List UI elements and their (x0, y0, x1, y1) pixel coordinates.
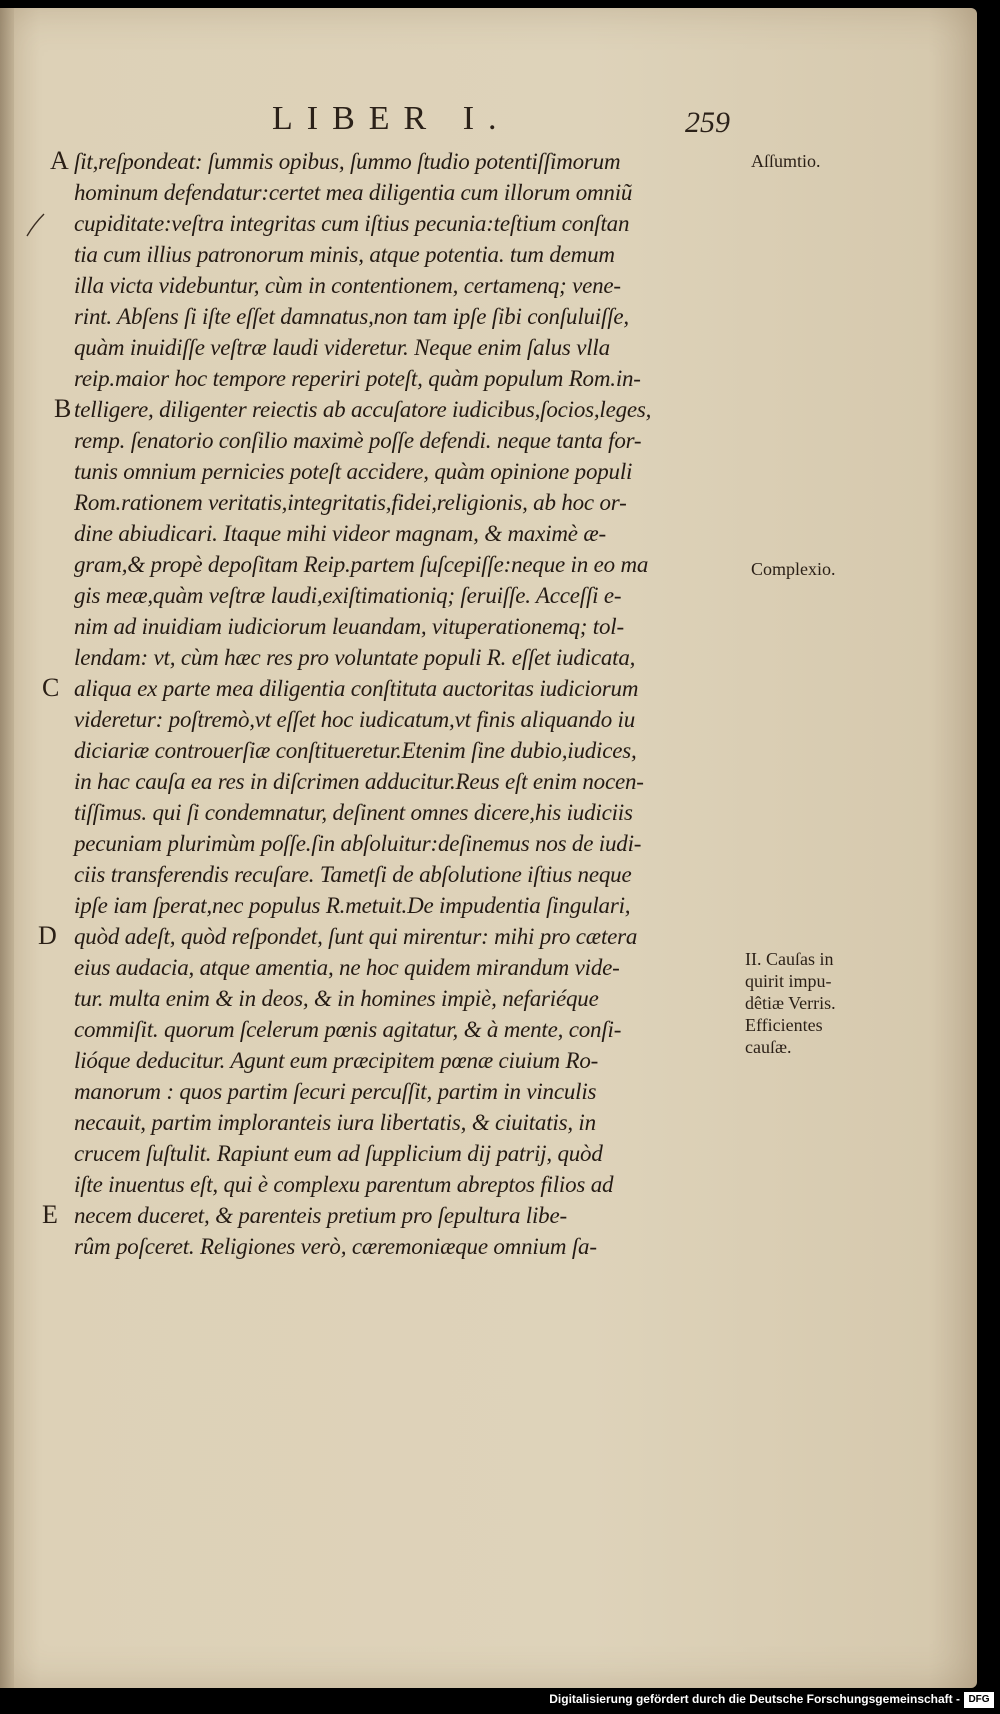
text-line: gram,& propè depoſitam Reip.partem ſuſcepiſſe:neque in eo ma (74, 552, 649, 577)
margin-note-assumptio (751, 150, 821, 172)
text-line: commiſit. quorum ſcelerum pœnis agitatur, & à mente, conſi- (74, 1017, 622, 1042)
text-line: lendam: vt, cùm hæc res pro voluntate populi R. eſſet iudicata, (74, 645, 636, 670)
dfg-logo: DFG (964, 1692, 994, 1708)
text-line: tia cum illius patronorum minis, atque potentia. tum demum (74, 242, 615, 267)
text-line: tunis omnium pernicies poteſt accidere, quàm opinione populi (74, 459, 633, 484)
section-letter-b: B (54, 394, 72, 423)
text-line: hominum defendatur:certet mea diligentia cum illorum omniũ (74, 180, 633, 205)
text-line: lióque deducitur. Agunt eum præcipitem pœnæ ciuium Ro- (74, 1048, 599, 1073)
margin-note-text: cauſæ. (745, 1037, 792, 1057)
margin-note-text: dêtiæ Verris. (745, 993, 836, 1013)
text-line: rûm poſceret. Religiones verò, cæremoniæque omnium ſa- (74, 1234, 597, 1259)
margin-note-text: Aſſumtio. (751, 151, 821, 171)
margin-note-causas (745, 948, 836, 1058)
text-line: ſit,reſpondeat: ſummis opibus, ſummo ſtudio potentiſſimorum (74, 149, 621, 174)
text-line: tiſſimus. qui ſi condemnatur, deſinent omnes dicere,his iudiciis (74, 800, 633, 825)
digitization-footer (0, 1688, 1000, 1714)
text-line: dine abiudicari. Itaque mihi videor magnam, & maximè æ- (74, 521, 606, 546)
text-line: Rom.rationem veritatis,integritatis,fidei,religionis, ab hoc or- (74, 490, 627, 515)
text-line: cupiditate:veſtra integritas cum iſtius pecunia:teſtium conſtan (74, 211, 630, 236)
section-letter-a: A (50, 146, 69, 175)
margin-note-text: Efficientes (745, 1015, 823, 1035)
text-line: tur. multa enim & in deos, & in homines impiè, nefariéque (74, 986, 599, 1011)
text-line: pecuniam plurimùm poſſe.ſin abſoluitur:deſinemus nos de iudi- (74, 831, 642, 856)
margin-note-complexio (751, 558, 836, 580)
page-gutter (0, 8, 14, 1688)
text-line: necauit, partim imploranteis iura libertatis, & ciuitatis, in (74, 1110, 596, 1135)
text-line: rint. Abſens ſi iſte eſſet damnatus,non tam ipſe ſibi conſuluiſſe, (74, 304, 629, 329)
text-line: necem duceret, & parenteis pretium pro ſepultura libe- (74, 1203, 567, 1228)
text-line: remp. ſenatorio conſilio maximè poſſe defendi. neque tanta for- (74, 428, 642, 453)
running-head: LIBER I. (272, 100, 511, 137)
margin-note-text: Complexio. (751, 559, 836, 579)
text-line: reip.maior hoc tempore reperiri poteſt, quàm populum Rom.in- (74, 366, 641, 391)
section-letter-c: C (42, 673, 60, 702)
text-line: telligere, diligenter reiectis ab accuſatore iudicibus,ſocios,leges, (74, 397, 652, 422)
text-line: quòd adeſt, quòd reſpondet, ſunt qui mirentur: mihi pro cætera (74, 924, 638, 949)
text-line: diciariæ controuerſiæ conſtitueretur.Etenim ſine dubio,iudices, (74, 738, 637, 763)
text-line: eius audacia, atque amentia, ne hoc quidem mirandum vide- (74, 955, 620, 980)
text-line: manorum : quos partim ſecuri percuſſit, partim in vinculis (74, 1079, 597, 1104)
margin-note-text: II. Cauſas in (745, 949, 834, 969)
body-text (74, 146, 754, 1262)
section-letter-d: D (38, 921, 57, 950)
text-line: in hac cauſa ea res in diſcrimen adducitur.Reus eſt enim nocen- (74, 769, 644, 794)
margin-note-text: quirit impu- (745, 971, 832, 991)
text-line: videretur: poſtremò,vt eſſet hoc iudicatum,vt finis aliquando iu (74, 707, 636, 732)
text-line: gis meæ,quàm veſtræ laudi,exiſtimationiq; ſeruiſſe. Acceſſi e- (74, 583, 622, 608)
text-line: ciis transferendis recuſare. Tametſi de abſolutione iſtius neque (74, 862, 632, 887)
pen-mark-icon (24, 212, 46, 238)
text-line: illa victa videbuntur, cùm in contentionem, certamenq; vene- (74, 273, 621, 298)
text-line: crucem ſuſtulit. Rapiunt eum ad ſupplicium dij patrij, quòd (74, 1141, 603, 1166)
book-page (0, 8, 977, 1688)
text-line: ipſe iam ſperat,nec populus R.metuit.De impudentia ſingulari, (74, 893, 631, 918)
page-number: 259 (685, 106, 730, 139)
text-line: quàm inuidiſſe veſtræ laudi videretur. Neque enim ſalus vlla (74, 335, 610, 360)
text-line: nim ad inuidiam iudiciorum leuandam, vituperationemq; tol- (74, 614, 624, 639)
section-letter-e: E (42, 1200, 58, 1229)
text-line: iſte inuentus eſt, qui è complexu parentum abreptos filios ad (74, 1172, 614, 1197)
text-line: aliqua ex parte mea diligentia conſtituta auctoritas iudiciorum (74, 676, 639, 701)
funding-credit: Digitalisierung gefördert durch die Deutsche Forschungsgemeinschaft - (549, 1692, 960, 1706)
